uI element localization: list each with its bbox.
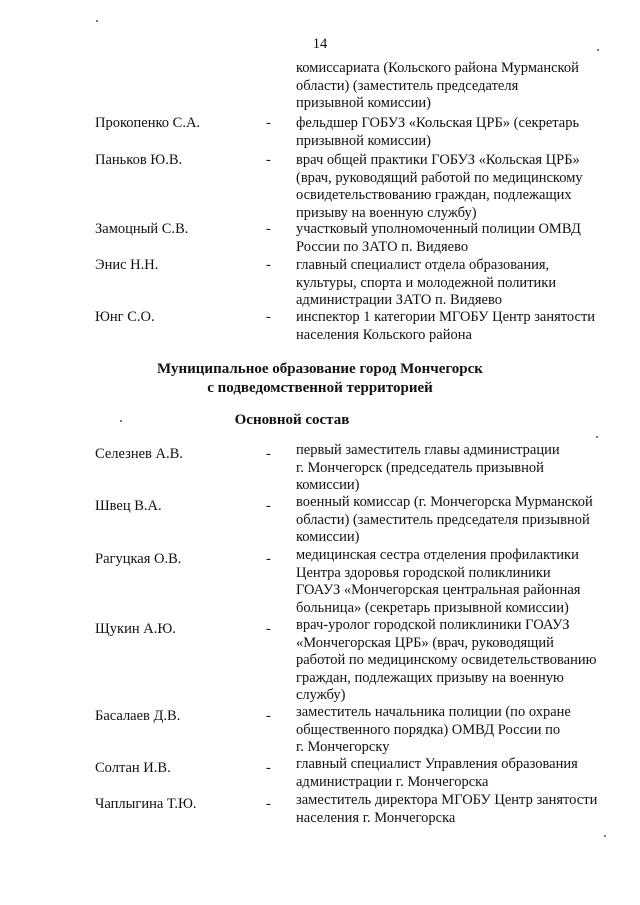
role-line: г. Мончегорску xyxy=(296,739,390,755)
role-line: общественного порядка) ОМВД России по xyxy=(296,721,561,738)
role-line: участковый уполномоченный полиции ОМВД xyxy=(296,221,581,237)
scan-speck xyxy=(596,436,598,438)
role-line: России по ЗАТО п. Видяево xyxy=(296,238,469,255)
member-name: Чаплыгина Т.Ю. xyxy=(95,796,197,812)
role-line: ГОАУЗ «Мончегорская центральная районная xyxy=(296,582,581,598)
member-role xyxy=(296,792,616,827)
role-line: фельдшер ГОБУЗ «Кольская ЦРБ» (секретарь xyxy=(296,115,580,131)
scan-speck xyxy=(604,835,606,837)
role-line: призыву на военную службу) xyxy=(296,204,477,221)
member-name: Рагуцкая О.В. xyxy=(95,551,182,567)
role-line: г. Мончегорск (председатель призывной xyxy=(296,459,544,476)
member-name: Замоцный С.В. xyxy=(95,221,189,237)
description-line: призывной комиссии) xyxy=(296,95,431,111)
role-line: работой по медицинскому освидетельствованию xyxy=(296,652,597,668)
role-line: инспектор 1 категории МГОБУ Центр занятости xyxy=(296,309,596,325)
member-role xyxy=(296,704,616,757)
section-heading-line: с подведомственной территорией xyxy=(207,380,433,396)
role-line: (врач, руководящий работой по медицинскому xyxy=(296,169,583,186)
member-role xyxy=(296,115,616,150)
member-name: Швец В.А. xyxy=(95,498,162,514)
member-role xyxy=(296,756,616,791)
role-line: граждан, подлежащих призыву на военную xyxy=(296,669,564,686)
dash: - xyxy=(266,708,271,724)
role-line: заместитель начальника полиции (по охране xyxy=(296,704,571,720)
dash: - xyxy=(266,152,271,168)
section-heading-line: Муниципальное образование город Мончегорск xyxy=(157,361,483,377)
role-line: призывной комиссии) xyxy=(296,132,431,149)
scan-speck xyxy=(120,420,122,422)
role-line: Центра здоровья городской поликлиники xyxy=(296,564,551,581)
member-role xyxy=(296,221,616,256)
member-role xyxy=(296,617,616,705)
role-line: заместитель директора МГОБУ Центр занятости xyxy=(296,792,598,808)
continued-description xyxy=(296,60,616,113)
dash: - xyxy=(266,115,271,131)
role-line: службу) xyxy=(296,687,346,703)
subheading: Основной состав xyxy=(234,412,350,428)
member-role xyxy=(296,152,616,222)
member-name: Солтан И.В. xyxy=(95,760,171,776)
role-line: медицинская сестра отделения профилактики xyxy=(296,547,579,563)
dash: - xyxy=(266,309,271,325)
dash: - xyxy=(266,621,271,637)
role-line: «Мончегорская ЦРБ» (врач, руководящий xyxy=(296,634,554,651)
description-line: области) (заместитель председателя xyxy=(296,77,519,94)
section-heading xyxy=(0,360,640,398)
dash: - xyxy=(266,446,271,462)
role-line: освидетельствованию граждан, подлежащих xyxy=(296,187,572,203)
dash: - xyxy=(266,498,271,514)
role-line: главный специалист Управления образования xyxy=(296,756,578,772)
member-role xyxy=(296,442,616,495)
role-line: администрации ЗАТО п. Видяево xyxy=(296,292,502,308)
role-line: первый заместитель главы администрации xyxy=(296,442,560,458)
role-line: комиссии) xyxy=(296,529,360,545)
member-name: Селезнев А.В. xyxy=(95,446,183,462)
dash: - xyxy=(266,760,271,776)
role-line: населения Кольского района xyxy=(296,326,472,343)
role-line: врач общей практики ГОБУЗ «Кольская ЦРБ» xyxy=(296,152,580,168)
member-role xyxy=(296,494,616,547)
member-name: Прокопенко С.А. xyxy=(95,115,201,131)
member-name: Басалаев Д.В. xyxy=(95,708,181,724)
dash: - xyxy=(266,796,271,812)
scan-speck xyxy=(597,49,599,51)
description-line: комиссариата (Кольского района Мурманской xyxy=(296,60,579,76)
dash: - xyxy=(266,551,271,567)
role-line: области) (заместитель председателя призывной xyxy=(296,511,590,528)
member-name: Юнг С.О. xyxy=(95,309,155,325)
scan-speck xyxy=(96,20,98,22)
member-name: Энис Н.Н. xyxy=(95,257,159,273)
role-line: больница» (секретарь призывной комиссии) xyxy=(296,599,569,616)
member-role xyxy=(296,257,616,310)
role-line: комиссии) xyxy=(296,477,360,493)
role-line: населения г. Мончегорска xyxy=(296,809,456,826)
role-line: военный комиссар (г. Мончегорска Мурманской xyxy=(296,494,593,510)
role-line: врач-уролог городской поликлиники ГОАУЗ xyxy=(296,617,570,633)
dash: - xyxy=(266,257,271,273)
page-number: 14 xyxy=(312,36,328,52)
dash: - xyxy=(266,221,271,237)
role-line: администрации г. Мончегорска xyxy=(296,773,489,790)
member-name: Щукин А.Ю. xyxy=(95,621,176,637)
role-line: главный специалист отдела образования, xyxy=(296,257,550,273)
member-name: Паньков Ю.В. xyxy=(95,152,183,168)
member-role xyxy=(296,309,616,344)
member-role xyxy=(296,547,616,617)
role-line: культуры, спорта и молодежной политики xyxy=(296,274,557,291)
